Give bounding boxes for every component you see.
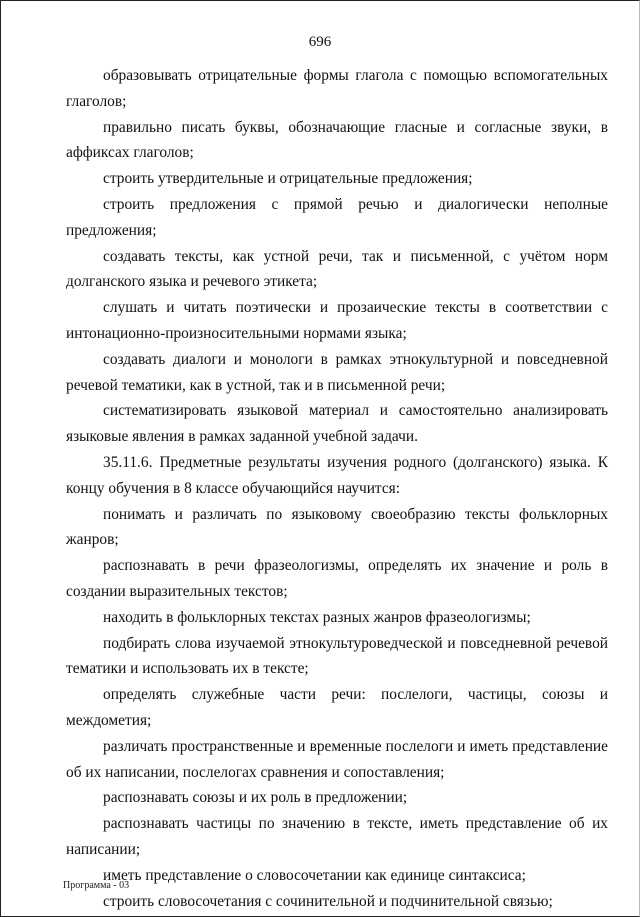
paragraph-phraseologisms: распознавать в речи фразеологизмы, определять их значение и роль в создании выразительных текстов; [66, 557, 608, 600]
paragraph-verb-affix-spelling: правильно писать буквы, обозначающие гласные и согласные звуки, в аффиксах глаголов; [66, 118, 608, 162]
paragraph-create-texts: создавать тексты, как устной речи, так и письменной, с учётом норм долганского языка и речевого этикета; [66, 247, 608, 291]
paragraph-conjunctions: распознавать союзы и их роль в предложении; [103, 789, 408, 807]
paragraph-word-combination: иметь представление о словосочетании как единице синтаксиса; [103, 866, 526, 884]
paragraph-affirmative-negative-sentences: строить утвердительные и отрицательные предложения; [103, 170, 473, 188]
paragraph-negative-verb-forms: образовывать отрицательные формы глагола с помощью вспомогательных глаголов; [66, 67, 608, 110]
paragraph-particles: распознавать частицы по значению в тексте, иметь представление об их написании; [66, 815, 608, 858]
page-number: 696 [308, 34, 332, 50]
paragraph-function-words: определять служебные части речи: послелоги, частицы, союзы и междометия; [66, 686, 608, 729]
paragraph-build-combinations: строить словосочетания с сочинительной и подчинительной связью; [103, 892, 553, 910]
paragraph-systematize-material: систематизировать языковой материал и самостоятельно анализировать языковые явления в рамках заданной учебной задачи. [66, 402, 608, 446]
paragraph-listen-read: слушать и читать поэтически и прозаические тексты в соответствии с интонационно-произносительными нормами языка; [66, 299, 608, 342]
paragraph-dialogues-monologues: создавать диалоги и монологи в рамках этнокультурной и повседневной речевой тематики, как в устной, так и в письменной речи; [66, 350, 608, 394]
document-body [66, 63, 608, 914]
paragraph-postpositions: различать пространственные и временные послелоги и иметь представление об их написании, послелогах сравнения и сопоставления; [66, 737, 608, 781]
paragraph-vocabulary-selection: подбирать слова изучаемой этнокультуроведческой и повседневной речевой тематики и использовать их в тексте; [66, 634, 608, 678]
section-heading-35-11-6: 35.11.6. Предметные результаты изучения родного (долганского) языка. К концу обучения в 8 классе обучающийся научится: [66, 453, 608, 497]
footer-label: Программа - 03 [63, 880, 130, 891]
paragraph-find-phraseologisms: находить в фольклорных текстах разных жанров фразеологизмы; [103, 608, 531, 626]
paragraph-direct-speech: строить предложения с прямой речью и диалогически неполные предложения; [66, 195, 608, 239]
paragraph-folklore-genres: понимать и различать по языковому своеобразию тексты фольклорных жанров; [66, 505, 608, 549]
